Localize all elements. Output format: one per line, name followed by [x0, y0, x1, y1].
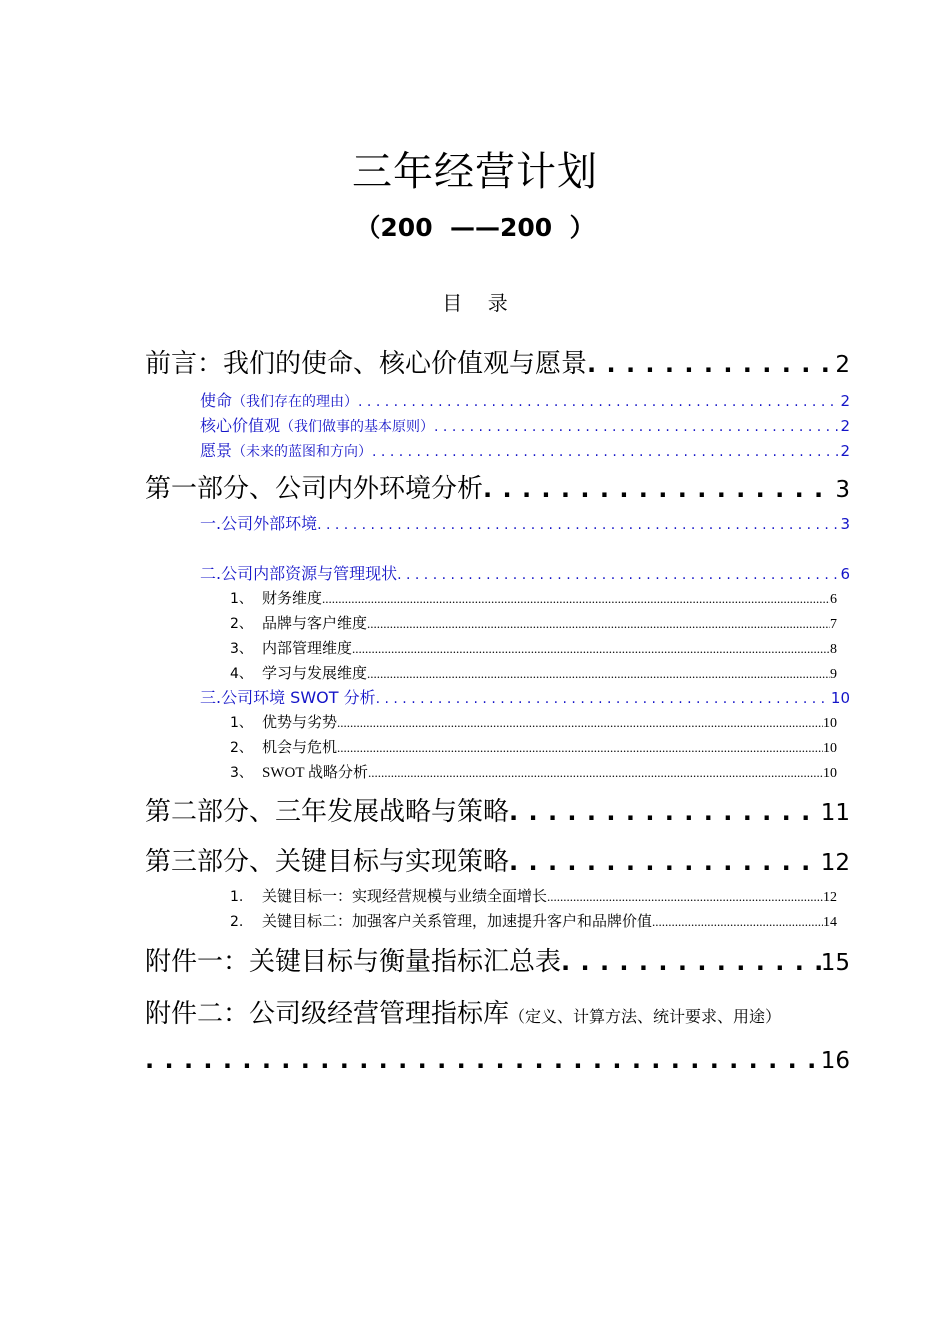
toc-entry-label: 4、 学习与发展维度 — [230, 666, 368, 682]
toc-page-number: 2 — [840, 392, 850, 410]
toc-entry-goal1[interactable] — [230, 885, 837, 909]
toc-entry-note: （定义、计算方法、统计要求、用途） — [509, 1007, 782, 1026]
toc-entry-label: 第一部分、公司内外环境分析 — [145, 474, 484, 504]
toc-page-number: 10 — [823, 766, 837, 781]
toc-leader-dots — [434, 415, 840, 438]
toc-entry-external[interactable] — [200, 512, 850, 536]
toc-page-number: 12 — [820, 850, 850, 876]
toc-entry-goal2[interactable] — [230, 910, 837, 934]
toc-leader-dots — [587, 344, 835, 384]
toc-page-number: 2 — [840, 417, 850, 435]
toc-entry-part3[interactable] — [145, 842, 850, 882]
toc-leader-dots — [652, 910, 823, 934]
toc-entry-swot-strategy[interactable] — [230, 761, 837, 785]
toc-heading: 目 录 — [442, 291, 508, 315]
toc-entry-label: 前言：我们的使命、核心价值观与愿景 — [145, 349, 588, 379]
toc-entry-appendix2-leader[interactable] — [145, 1040, 850, 1080]
toc-entry-label: 1. 关键目标一：实现经营规模与业绩全面增长 — [230, 889, 548, 905]
toc-entry-mission[interactable] — [200, 389, 850, 413]
toc-page-number: 7 — [830, 617, 837, 632]
toc-entry-label: 二.公司内部资源与管理现状 — [200, 564, 398, 583]
toc-leader-dots — [368, 761, 823, 785]
toc-leader-dots — [509, 792, 821, 832]
toc-page-number: 2 — [835, 352, 850, 378]
toc-page-number: 10 — [823, 716, 837, 731]
toc-entry-swot[interactable] — [200, 686, 850, 710]
toc-page-number: 2 — [840, 442, 850, 460]
toc-entry-learning[interactable] — [230, 662, 837, 686]
toc-page-number: 11 — [820, 800, 850, 826]
toc-leader-dots — [317, 513, 840, 536]
toc-leader-dots — [367, 612, 830, 636]
toc-entry-label: 1、 优势与劣势 — [230, 715, 338, 731]
toc-entry-label: 附件一：关键目标与衡量指标汇总表 — [145, 947, 562, 977]
toc-entry-opportunities[interactable] — [230, 736, 837, 760]
toc-page-number: 3 — [835, 477, 850, 503]
toc-entry-label: 愿景（未来的蓝图和方向） — [200, 441, 373, 460]
toc-entry-label: 1、 财务维度 — [230, 591, 323, 607]
toc-page-number: 6 — [830, 592, 837, 607]
toc-entry-label: 2、 机会与危机 — [230, 740, 338, 756]
toc-page-number: 15 — [820, 950, 850, 976]
toc-entry-vision[interactable] — [200, 439, 850, 463]
toc-entry-label: 2、 品牌与客户维度 — [230, 616, 368, 632]
toc-page-number: 8 — [830, 642, 837, 657]
toc-entry-internal[interactable] — [200, 562, 850, 586]
toc-page-number: 3 — [840, 515, 850, 533]
toc-leader-dots — [376, 687, 831, 710]
toc-page-number: 6 — [840, 565, 850, 583]
toc-entry-brand[interactable] — [230, 612, 837, 636]
toc-page-number: 12 — [823, 890, 837, 905]
toc-leader-dots — [352, 637, 830, 661]
toc-entry-label: 使命（我们存在的理由） — [200, 391, 359, 410]
toc-leader-dots — [547, 885, 823, 909]
toc-leader-dots — [337, 711, 823, 735]
document-subtitle: （200 ——200 ） — [355, 213, 595, 242]
toc-leader-dots — [397, 563, 840, 586]
toc-entry-label: 附件二：公司级经营管理指标库 — [145, 999, 510, 1029]
toc-page-number: 10 — [830, 689, 850, 707]
toc-entry-part2[interactable] — [145, 792, 850, 832]
toc-leader-dots — [145, 1040, 821, 1080]
toc-entry-part1[interactable] — [145, 469, 850, 509]
toc-entry-label: 2. 关键目标二：加强客户关系管理，加速提升客户和品牌价值 — [230, 914, 653, 930]
toc-leader-dots — [358, 390, 840, 413]
toc-entry-values[interactable] — [200, 414, 850, 438]
toc-leader-dots — [509, 842, 821, 882]
toc-entry-label: 第二部分、三年发展战略与策略 — [145, 797, 510, 827]
toc-entry-appendix2[interactable] — [145, 994, 850, 1034]
toc-leader-dots — [483, 469, 835, 509]
toc-entry-label: 第三部分、关键目标与实现策略 — [145, 847, 510, 877]
document-title: 三年经营计划 — [352, 149, 598, 195]
toc-entry-strengths[interactable] — [230, 711, 837, 735]
toc-entry-label: 核心价值观（我们做事的基本原则） — [200, 416, 435, 435]
toc-entry-label: 3、 SWOT 战略分析 — [230, 765, 368, 781]
toc-entry-label: 三.公司环境 SWOT 分析 — [200, 688, 376, 707]
toc-entry-appendix1[interactable] — [145, 942, 850, 982]
toc-leader-dots — [322, 587, 830, 611]
toc-leader-dots — [367, 662, 830, 686]
toc-page-number: 16 — [820, 1048, 850, 1074]
toc-leader-dots — [337, 736, 823, 760]
toc-leader-dots — [561, 942, 821, 982]
toc-page-number: 10 — [823, 741, 837, 756]
toc-entry-mgmt[interactable] — [230, 637, 837, 661]
toc-page-number: 9 — [830, 667, 837, 682]
toc-entry-preface[interactable] — [145, 344, 850, 384]
toc-leader-dots — [372, 440, 840, 463]
toc-page-number: 14 — [823, 915, 837, 930]
toc-entry-label: 3、 内部管理维度 — [230, 641, 353, 657]
toc-entry-finance[interactable] — [230, 587, 837, 611]
toc-entry-label: 一.公司外部环境 — [200, 514, 318, 533]
